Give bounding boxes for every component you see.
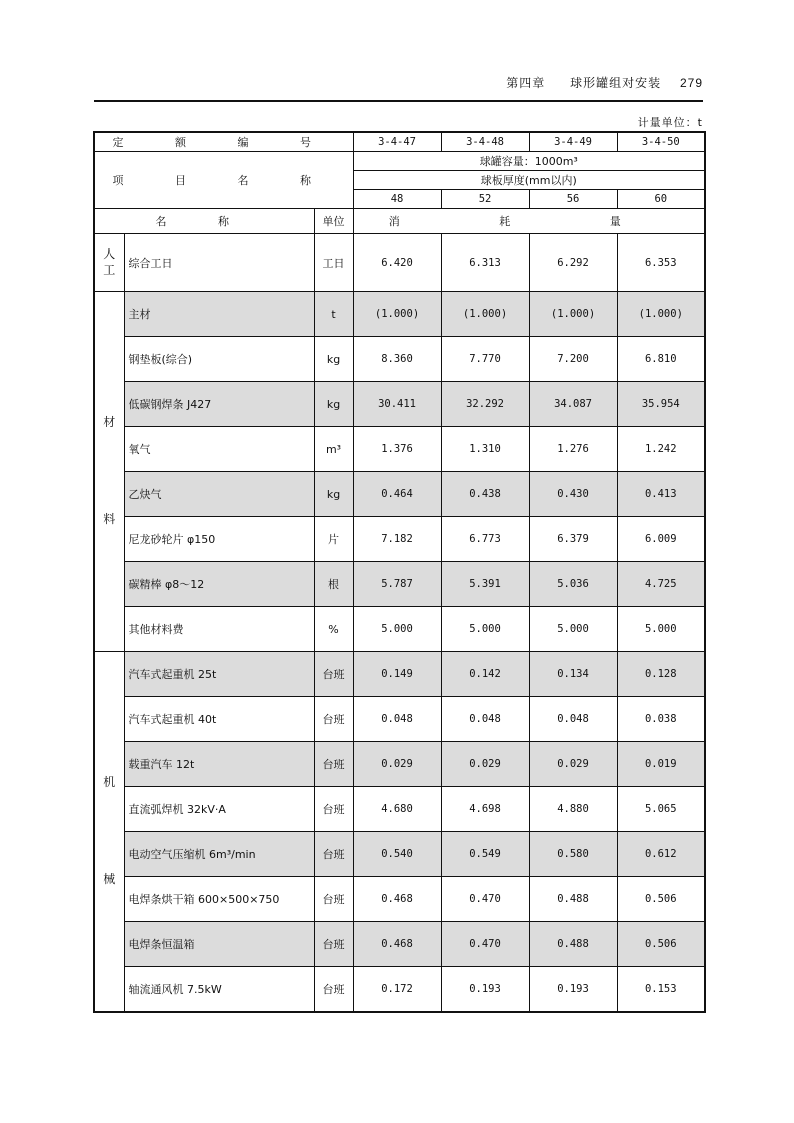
- consumption-value: 0.019: [617, 742, 705, 787]
- consumption-value: 0.430: [529, 472, 617, 517]
- consumption-value: 4.698: [441, 787, 529, 832]
- consumption-value: 6.773: [441, 517, 529, 562]
- item-name: 主材: [124, 292, 314, 337]
- consumption-value: 5.000: [529, 607, 617, 652]
- consumption-value: 0.438: [441, 472, 529, 517]
- consumption-value: 0.470: [441, 877, 529, 922]
- capacity-row: [94, 152, 705, 171]
- table-row: [94, 562, 705, 607]
- quota-code-row: [94, 132, 705, 152]
- running-header: [94, 74, 703, 94]
- consumption-value: 0.128: [617, 652, 705, 697]
- consumption-value: 6.420: [353, 234, 441, 292]
- item-unit: 台班: [314, 922, 353, 967]
- item-name: 乙炔气: [124, 472, 314, 517]
- col-unit-header: 单位: [314, 209, 353, 234]
- item-name: 直流弧焊机 32kV·A: [124, 787, 314, 832]
- thickness-value: 52: [441, 190, 529, 209]
- consumption-value: 32.292: [441, 382, 529, 427]
- consumption-value: 6.292: [529, 234, 617, 292]
- table-row: [94, 787, 705, 832]
- item-name: 电焊条烘干箱 600×500×750: [124, 877, 314, 922]
- thickness-value: 60: [617, 190, 705, 209]
- code-cell: 3-4-50: [617, 132, 705, 152]
- table-row: [94, 832, 705, 877]
- consumption-value: 35.954: [617, 382, 705, 427]
- item-name: 载重汽车 12t: [124, 742, 314, 787]
- item-name: 低碳钢焊条 J427: [124, 382, 314, 427]
- table-row: [94, 697, 705, 742]
- consumption-value: 0.149: [353, 652, 441, 697]
- consumption-value: 0.048: [529, 697, 617, 742]
- item-unit: 工日: [314, 234, 353, 292]
- consumption-value: 4.725: [617, 562, 705, 607]
- thickness-value: 56: [529, 190, 617, 209]
- consumption-value: 6.379: [529, 517, 617, 562]
- table-row: [94, 427, 705, 472]
- table-row: [94, 234, 705, 292]
- quota-table: [93, 131, 706, 1013]
- item-name: 汽车式起重机 25t: [124, 652, 314, 697]
- consumption-value: 30.411: [353, 382, 441, 427]
- capacity-label: 球罐容量：1000m³: [353, 152, 705, 171]
- consumption-value: 0.193: [441, 967, 529, 1013]
- consumption-value: 5.000: [617, 607, 705, 652]
- table-row: [94, 517, 705, 562]
- item-name: 综合工日: [124, 234, 314, 292]
- consumption-value: 0.549: [441, 832, 529, 877]
- consumption-value: 1.276: [529, 427, 617, 472]
- unit-note: 计量单位：t: [637, 116, 703, 129]
- item-unit: 台班: [314, 832, 353, 877]
- consumption-value: 0.470: [441, 922, 529, 967]
- col-consumption-header: 消 耗 量: [353, 209, 705, 234]
- consumption-value: 0.048: [441, 697, 529, 742]
- item-unit: 台班: [314, 652, 353, 697]
- consumption-value: 7.182: [353, 517, 441, 562]
- category-cell: 人 工: [94, 234, 124, 292]
- item-unit: 台班: [314, 787, 353, 832]
- item-name: 其他材料费: [124, 607, 314, 652]
- consumption-value: 0.048: [353, 697, 441, 742]
- col-name-header: 名 称: [94, 209, 314, 234]
- table-row: [94, 337, 705, 382]
- item-unit: 台班: [314, 967, 353, 1013]
- consumption-value: 6.313: [441, 234, 529, 292]
- consumption-value: 34.087: [529, 382, 617, 427]
- consumption-value: 6.009: [617, 517, 705, 562]
- item-name: 尼龙砂轮片 φ150: [124, 517, 314, 562]
- item-name: 电动空气压缩机 6m³/min: [124, 832, 314, 877]
- consumption-value: 7.770: [441, 337, 529, 382]
- consumption-value: 0.488: [529, 922, 617, 967]
- consumption-value: 5.000: [353, 607, 441, 652]
- item-unit: kg: [314, 472, 353, 517]
- consumption-value: 4.680: [353, 787, 441, 832]
- consumption-value: 0.506: [617, 877, 705, 922]
- table-row: [94, 472, 705, 517]
- consumption-value: 1.310: [441, 427, 529, 472]
- page-number: 279: [679, 76, 703, 90]
- consumption-value: 0.506: [617, 922, 705, 967]
- table-row: [94, 382, 705, 427]
- table-row: [94, 607, 705, 652]
- code-cell: 3-4-47: [353, 132, 441, 152]
- code-cell: 3-4-49: [529, 132, 617, 152]
- consumption-value: 5.391: [441, 562, 529, 607]
- consumption-value: 5.065: [617, 787, 705, 832]
- consumption-value: 4.880: [529, 787, 617, 832]
- table-row: [94, 877, 705, 922]
- quota-code-label: 定 额 编 号: [94, 132, 353, 152]
- item-name: 汽车式起重机 40t: [124, 697, 314, 742]
- consumption-value: 5.036: [529, 562, 617, 607]
- consumption-value: (1.000): [617, 292, 705, 337]
- item-unit: 台班: [314, 877, 353, 922]
- consumption-value: 1.376: [353, 427, 441, 472]
- consumption-value: (1.000): [441, 292, 529, 337]
- item-unit: kg: [314, 382, 353, 427]
- consumption-value: 0.142: [441, 652, 529, 697]
- item-name: 碳精棒 φ8～12: [124, 562, 314, 607]
- consumption-value: 0.172: [353, 967, 441, 1013]
- consumption-value: 0.488: [529, 877, 617, 922]
- thickness-value: 48: [353, 190, 441, 209]
- item-name-label: 项 目 名 称: [94, 152, 353, 209]
- consumption-value: (1.000): [529, 292, 617, 337]
- consumption-value: 8.360: [353, 337, 441, 382]
- consumption-value: 0.029: [529, 742, 617, 787]
- header-rule: [94, 100, 703, 102]
- consumption-value: 7.200: [529, 337, 617, 382]
- consumption-value: 0.153: [617, 967, 705, 1013]
- item-unit: 台班: [314, 742, 353, 787]
- category-cell: 机 械: [94, 652, 124, 1013]
- consumption-value: 6.353: [617, 234, 705, 292]
- item-unit: t: [314, 292, 353, 337]
- table-row: [94, 742, 705, 787]
- category-cell: 材 料: [94, 292, 124, 652]
- column-header-row: [94, 209, 705, 234]
- thickness-label: 球板厚度(mm以内): [353, 171, 705, 190]
- item-unit: %: [314, 607, 353, 652]
- consumption-value: 0.193: [529, 967, 617, 1013]
- table-row: [94, 652, 705, 697]
- item-name: 电焊条恒温箱: [124, 922, 314, 967]
- code-cell: 3-4-48: [441, 132, 529, 152]
- item-name: 钢垫板(综合): [124, 337, 314, 382]
- consumption-value: 0.468: [353, 922, 441, 967]
- item-unit: 片: [314, 517, 353, 562]
- consumption-value: 0.038: [617, 697, 705, 742]
- consumption-value: (1.000): [353, 292, 441, 337]
- consumption-value: 0.540: [353, 832, 441, 877]
- table-row: [94, 967, 705, 1013]
- consumption-value: 0.612: [617, 832, 705, 877]
- item-unit: 根: [314, 562, 353, 607]
- consumption-value: 0.464: [353, 472, 441, 517]
- consumption-value: 0.468: [353, 877, 441, 922]
- table-row: [94, 922, 705, 967]
- consumption-value: 1.242: [617, 427, 705, 472]
- consumption-value: 5.787: [353, 562, 441, 607]
- item-name: 氧气: [124, 427, 314, 472]
- table-row: [94, 292, 705, 337]
- consumption-value: 6.810: [617, 337, 705, 382]
- consumption-value: 0.413: [617, 472, 705, 517]
- consumption-value: 0.134: [529, 652, 617, 697]
- consumption-value: 5.000: [441, 607, 529, 652]
- consumption-value: 0.029: [353, 742, 441, 787]
- item-name: 轴流通风机 7.5kW: [124, 967, 314, 1013]
- section-title: 球形罐组对安装: [570, 76, 662, 90]
- chapter-label: 第四章: [506, 76, 546, 90]
- header-text: [506, 74, 703, 91]
- item-unit: kg: [314, 337, 353, 382]
- consumption-value: 0.029: [441, 742, 529, 787]
- item-unit: 台班: [314, 697, 353, 742]
- item-unit: m³: [314, 427, 353, 472]
- consumption-value: 0.580: [529, 832, 617, 877]
